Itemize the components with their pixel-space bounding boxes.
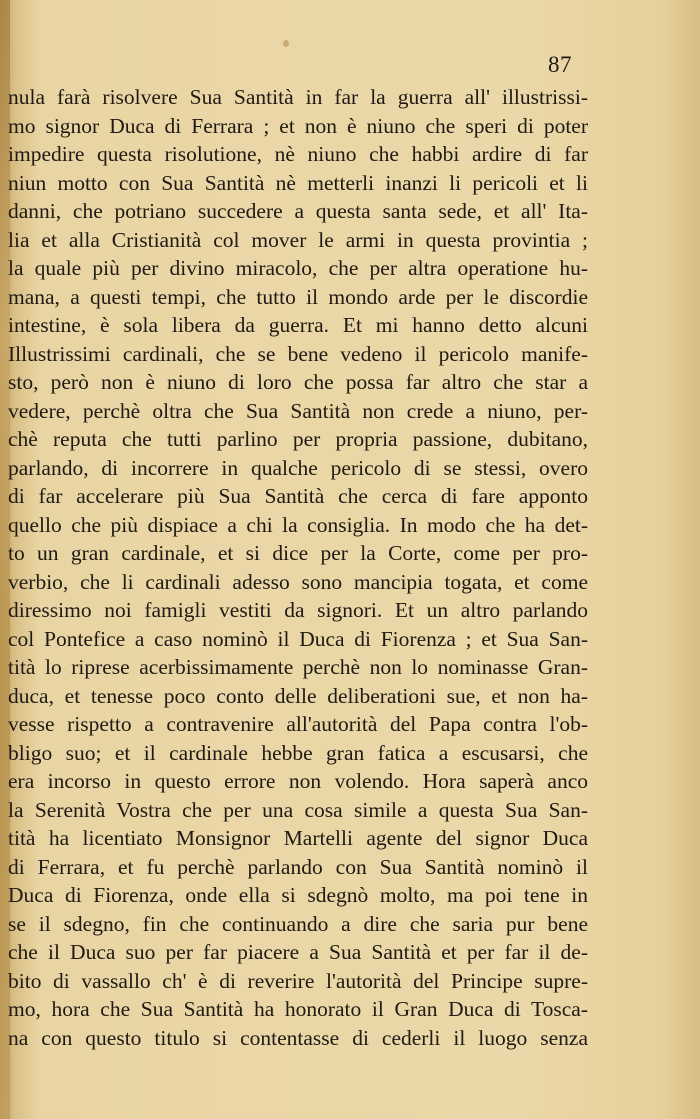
text-line: niun motto con Sua Santità nè metterli inanzi li pericoli et li — [8, 170, 588, 195]
text-line: duca, et tenesse poco conto delle deliberationi sue, et non ha- — [8, 683, 588, 708]
text-line: era incorso in questo errore non volendo. Hora saperà anco — [8, 769, 588, 793]
text-line: bito di vassallo ch' è di reverire l'autorità del Principe supre- — [8, 968, 588, 993]
text-line: lia et alla Cristianità col mover le armi in questa provintia ; — [8, 227, 588, 252]
text-line: parlando, di incorrere in qualche pericolo di se stessi, overo — [8, 455, 588, 480]
text-line: vesse rispetto a contravenire all'autorità del Papa contra l'ob- — [8, 712, 588, 736]
text-line: nula farà risolvere Sua Santità in far la guerra all' illustrissi- — [8, 85, 588, 109]
text-line: vedere, perchè oltra che Sua Santità non crede a niuno, per- — [8, 398, 588, 423]
text-line: chè reputa che tutti parlino per propria passione, dubitano, — [8, 427, 588, 451]
text-line: sto, però non è niuno di loro che possa far altro che star a — [8, 370, 588, 394]
text-line: quello che più dispiace a chi la consiglia. In modo che ha det- — [8, 512, 588, 537]
text-line: danni, che potriano succedere a questa santa sede, et all' Ita- — [8, 199, 588, 223]
text-line: la quale più per divino miracolo, che per altra operatione hu- — [8, 256, 588, 280]
text-line: di Ferrara, et fu perchè parlando con Sua Santità nominò il — [8, 854, 588, 879]
text-line: tità ha licentiato Monsignor Martelli agente del signor Duca — [8, 826, 588, 850]
page-number: 87 — [548, 52, 572, 77]
text-line: to un gran cardinale, et si dice per la Corte, come per pro- — [8, 541, 588, 565]
text-line: diressimo noi famigli vestiti da signori. Et un altro parlando — [8, 598, 588, 622]
text-line: Duca di Fiorenza, onde ella si sdegnò molto, ma poi tene in — [8, 883, 588, 907]
text-line: intestine, è sola libera da guerra. Et mi hanno detto alcuni — [8, 313, 588, 337]
text-line: la Serenità Vostra che per una cosa simile a questa Sua San- — [8, 797, 588, 822]
text-line: tità lo riprese acerbissimamente perchè non lo nominasse Gran- — [8, 655, 588, 679]
text-line: se il sdegno, fin che continuando a dire che saria pur bene — [8, 911, 588, 936]
text-line: na con questo titulo si contentasse di cederli il luogo senza — [8, 1025, 588, 1050]
text-line: mo signor Duca di Ferrara ; et non è niuno che speri di poter — [8, 113, 588, 138]
paper-speck — [283, 40, 289, 47]
text-line: di far accelerare più Sua Santità che cerca di fare apponto — [8, 484, 588, 508]
text-line: che il Duca suo per far piacere a Sua Santità et per far il de- — [8, 940, 588, 964]
text-line: verbio, che li cardinali adesso sono mancipia togata, et come — [8, 569, 588, 594]
text-line: mo, hora che Sua Santità ha honorato il Gran Duca di Tosca- — [8, 997, 588, 1021]
text-line: bligo suo; et il cardinale hebbe gran fatica a escusarsi, che — [8, 740, 588, 765]
text-line: mana, a questi tempi, che tutto il mondo arde per le discordie — [8, 284, 588, 309]
body-text — [8, 83, 588, 1052]
text-line: Illustrissimi cardinali, che se bene vedeno il pericolo manife- — [8, 341, 588, 366]
text-line: col Pontefice a caso nominò il Duca di Fiorenza ; et Sua San- — [8, 626, 588, 651]
text-line: impedire questa risolutione, nè niuno che habbi ardire di far — [8, 142, 588, 166]
